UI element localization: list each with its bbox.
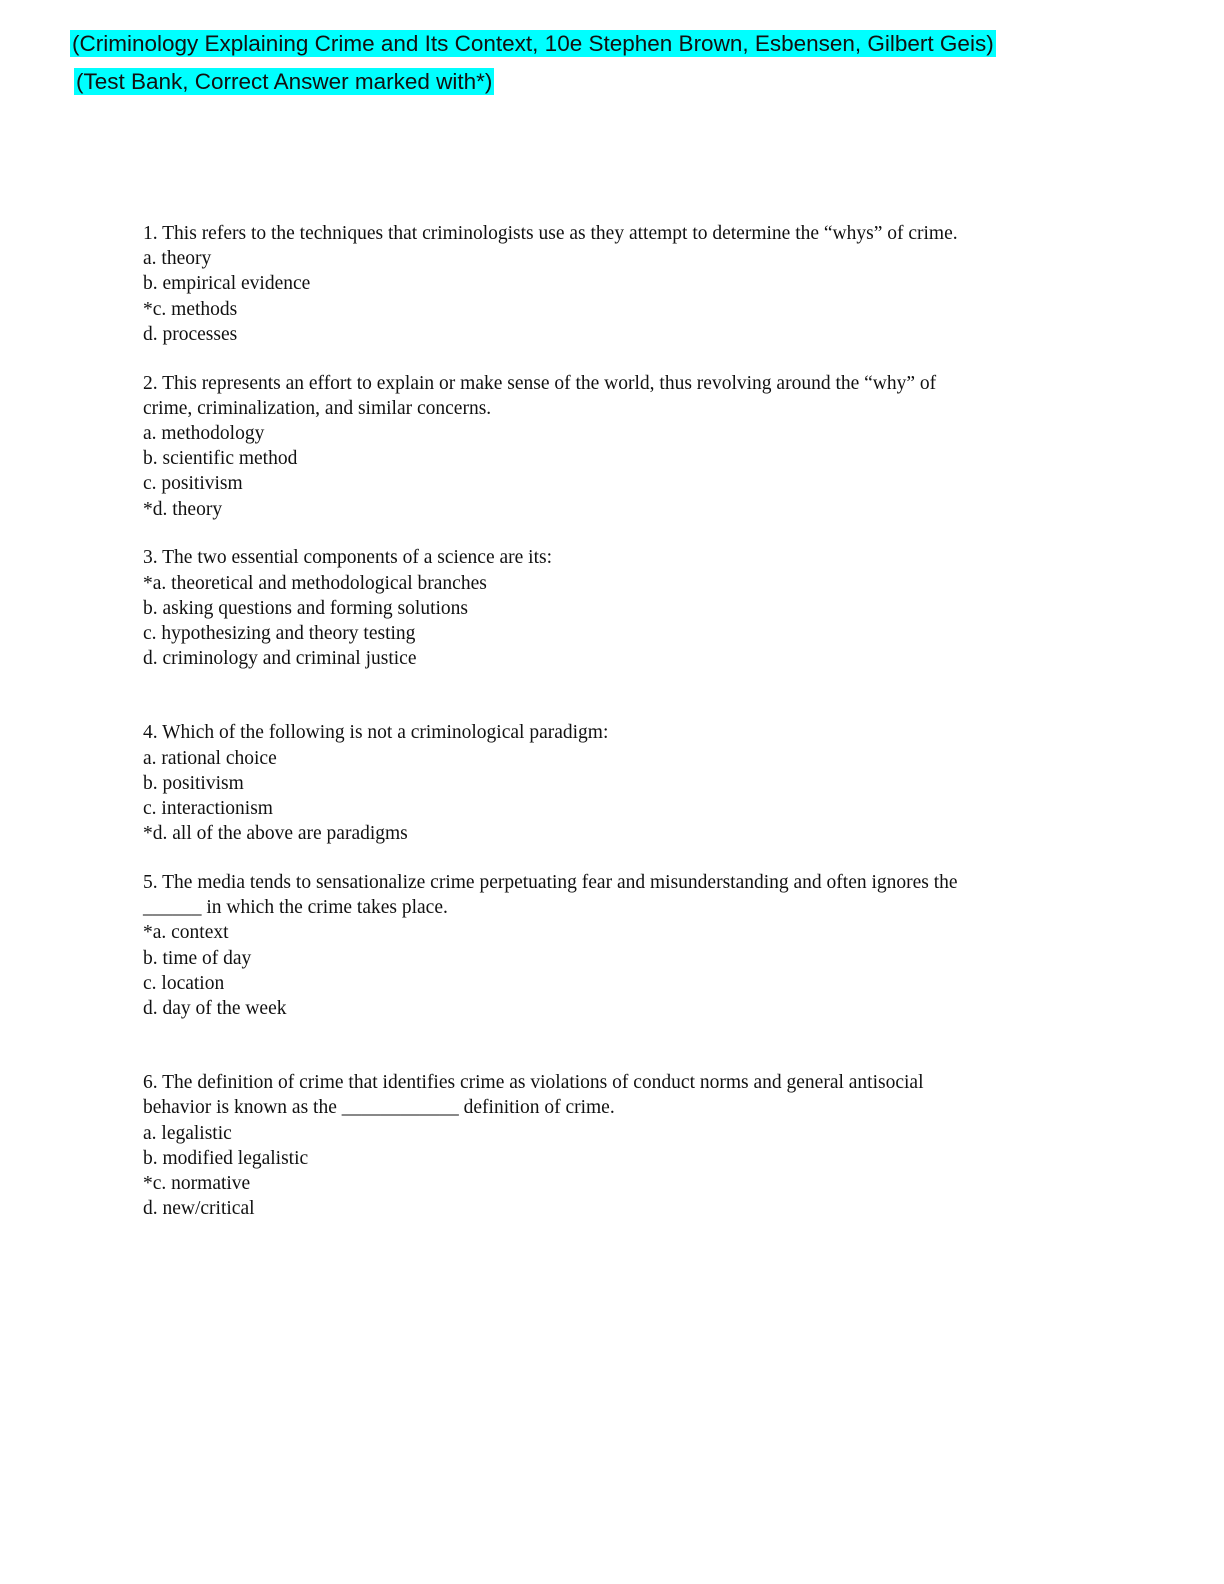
answer-option: a. methodology — [143, 423, 265, 445]
answer-option: d. new/critical — [143, 1198, 255, 1220]
question-6 — [143, 1070, 1083, 1221]
question-stem-cont: crime, criminalization, and similar concerns. — [143, 397, 492, 419]
header-subtitle: (Test Bank, Correct Answer marked with*) — [76, 69, 493, 94]
answer-option-correct: *d. all of the above are paradigms — [143, 823, 408, 845]
question-stem-cont: ______ in which the crime takes place. — [143, 897, 448, 919]
answer-option: b. positivism — [143, 772, 244, 794]
answer-option: b. empirical evidence — [143, 273, 311, 295]
answer-option: b. time of day — [143, 947, 252, 969]
answer-option: a. rational choice — [143, 747, 277, 769]
question-list — [143, 221, 1083, 1221]
answer-option: b. asking questions and forming solutions — [143, 597, 468, 619]
answer-option: a. theory — [143, 248, 212, 270]
question-4 — [143, 720, 1083, 846]
question-stem: 6. The definition of crime that identifies crime as violations of conduct norms and general antisocial — [143, 1072, 924, 1094]
question-2 — [143, 371, 1083, 522]
question-stem: 4. Which of the following is not a criminological paradigm: — [143, 722, 609, 744]
answer-option: b. modified legalistic — [143, 1147, 309, 1169]
question-5 — [143, 870, 1083, 1021]
answer-option: a. legalistic — [143, 1122, 232, 1144]
answer-option-correct: *d. theory — [143, 498, 223, 520]
question-stem: 3. The two essential components of a science are its: — [143, 547, 553, 569]
answer-option-correct: *c. normative — [143, 1173, 251, 1195]
answer-option: d. criminology and criminal justice — [143, 648, 417, 670]
question-stem: 1. This refers to the techniques that criminologists use as they attempt to determine the “whys” of crime. — [143, 223, 958, 244]
answer-option-correct: *a. context — [143, 922, 229, 944]
answer-option: c. positivism — [143, 473, 243, 495]
question-stem: 2. This represents an effort to explain or make sense of the world, thus revolving around the “why” of — [143, 372, 937, 394]
answer-option: d. day of the week — [143, 998, 287, 1020]
answer-option: c. hypothesizing and theory testing — [143, 623, 416, 645]
question-stem-cont: behavior is known as the ____________ definition of crime. — [143, 1097, 615, 1119]
question-1 — [143, 221, 1083, 347]
answer-option: d. processes — [143, 323, 238, 345]
answer-option-correct: *c. methods — [143, 298, 238, 320]
question-3 — [143, 545, 1083, 671]
question-stem: 5. The media tends to sensationalize crime perpetuating fear and misunderstanding and often ignores the — [143, 872, 958, 894]
answer-option: b. scientific method — [143, 448, 298, 470]
answer-option: c. location — [143, 972, 225, 994]
answer-option: c. interactionism — [143, 798, 273, 820]
header-title: (Criminology Explaining Crime and Its Context, 10e Stephen Brown, Esbensen, Gilbert Geis) — [72, 31, 994, 56]
answer-option-correct: *a. theoretical and methodological branches — [143, 572, 487, 594]
